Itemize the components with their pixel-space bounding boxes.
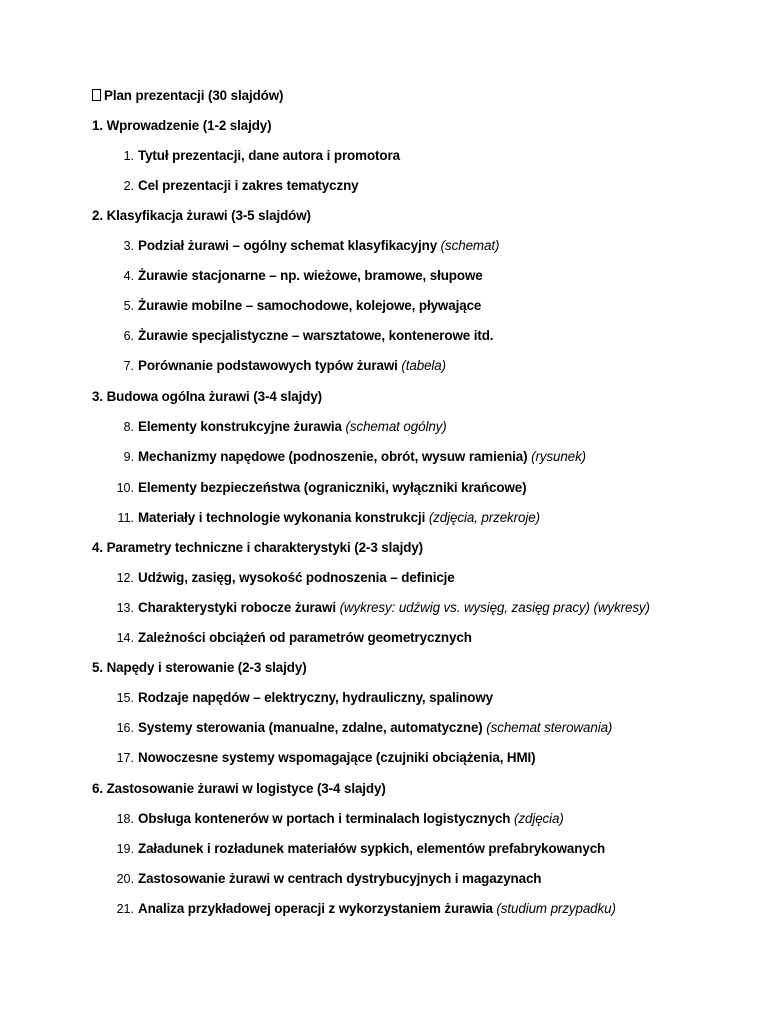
item-note: (schemat ogólny)	[345, 419, 447, 434]
item-note: (schemat)	[440, 238, 500, 253]
document-page: Plan prezentacji (30 slajdów) 1. Wprowadzenie (1-2 slajdy) 1. Tytuł prezentacji, dane autora i promotora 2. Cel prezentacji i zakres tematyczny 2. Klasyfikacja żurawi (3-5 slajdów) 3. Podział żurawi – ogólny schemat klasyfikacyjny (schemat) 4. Żurawie stacjonarne – np. wieżowe, bramowe, słupowe 5. Żurawie mobilne – samochodowe, kolejowe, pływające 6. Żurawie specjalistyczne – warsztatowe, kontenerowe itd. 7. Porównanie podstawowych typów żurawi (tabela) 3. Budowa ogólna żurawi (3-4 slajdy) 8. Elementy konstrukcyjne żurawia (schemat ogólny) 9. Mechanizmy napędowe (podnoszenie, obrót, wysuw ramienia) (rysunek) 10. Elementy bezpieczeństwa (ograniczniki, wyłączniki krańcowe) 11. Materiały i technologie wykonania konstrukcji (zdjęcia, przekroje) 4. Parametry techniczne i charakterystyki (2-3 slajdy) 12. Udźwig, zasięg, wysokość podnoszenia – definicje 13. Charakterystyki robocze żurawi (wykresy: udźwig vs. wysięg, zasięg pracy) (wykresy) 14. Zależności obciążeń od parametrów geometrycznych 5. Napędy i sterowanie (2-3 slajdy) 15. Rodzaje napędów – elektryczny, hydrauliczny, spalinowy 16. Systemy sterowania (manualne, zdalne, automatyczne) (schemat sterowania) 17. Nowoczesne systemy wspomagające (czujniki obciążenia, HMI) 6. Zastosowanie żurawi w logistyce (3-4 slajdy) 18. Obsługa kontenerów w portach i terminalach logistycznych (zdjęcia) 19. Załadunek i rozładunek materiałów sypkich, elementów prefabrykowanych 20. Zastosowanie żurawi w centrach dystrybucyjnych i magazynach 21. Analiza przykładowej operacji z wykorzystaniem żurawia (studium przypadku)	[92, 88, 650, 916]
item-note: (tabela)	[401, 358, 447, 373]
item-note: (zdjęcia, przekroje)	[428, 510, 540, 525]
section-heading: 3. Budowa ogólna żurawi (3-4 slajdy)	[92, 389, 323, 404]
section-heading: 4. Parametry techniczne i charakterystyki (2-3 slajdy)	[92, 540, 424, 555]
item-note: (wykresy: udźwig vs. wysięg, zasięg pracy) (wykresy)	[339, 600, 650, 615]
item-note: (studium przypadku)	[496, 901, 616, 916]
box-icon	[92, 89, 101, 101]
item-note: (schemat sterowania)	[486, 720, 613, 735]
document-title: Plan prezentacji (30 slajdów)	[92, 88, 283, 104]
item-note: (zdjęcia)	[514, 811, 564, 826]
section-heading: 2. Klasyfikacja żurawi (3-5 slajdów)	[92, 208, 311, 223]
section-heading: 1. Wprowadzenie (1-2 slajdy)	[92, 118, 272, 133]
item-note: (rysunek)	[531, 449, 587, 464]
section-heading: 5. Napędy i sterowanie (2-3 slajdy)	[92, 660, 307, 675]
section-heading: 6. Zastosowanie żurawi w logistyce (3-4 slajdy)	[92, 781, 386, 796]
